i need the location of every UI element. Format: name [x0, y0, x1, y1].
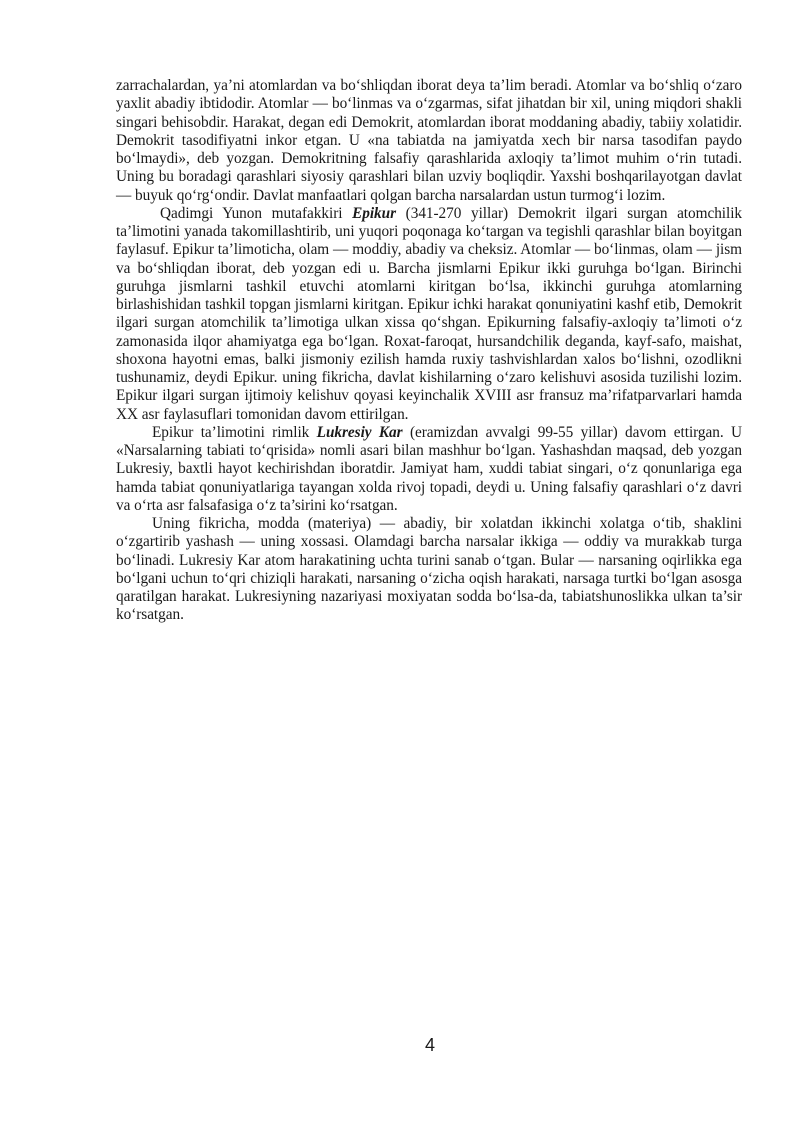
- paragraph-3: [116, 424, 742, 515]
- body-text: [116, 77, 742, 625]
- philosopher-name-lukresiy-kar: Lukresiy Kar: [316, 423, 403, 441]
- paragraph-1: [116, 77, 742, 205]
- paragraph-1-text: zarrachalardan, ya’ni atomlardan va bo‘shliqdan iborat deya ta’lim beradi. Atomlar va bo‘shliq o‘zaro yaxlit abadiy ibtidodir. Atomlar — bo‘linmas va o‘zgarmas, sifat jihatdan bir xil, uning miqdori shakli singari behisobdir. Harakat, degan edi Demokrit, atomlardan iborat moddaning abadiy, tabiiy xolatidir. Demokrit tasodifiyatni inkor etgan. U «na tabiatda na jamiyatda xech bir narsa tasodifan paydo bo‘lmaydi», deb yozgan. Demokritning falsafiy qarashlarida axloqiy ta’limot muhim o‘rin tutadi. Uning bu boradagi qarashlari siyosiy qarashlari bilan uzviy boqliqdir. Yaxshi boshqarilayotgan davlat — buyuk qo‘rg‘ondir. Davlat manfaatlari qolgan barcha narsalardan ustun turmog‘i lozim.: [116, 77, 742, 204]
- paragraph-2-text-a: Qadimgi Yunon mutafakkiri: [160, 204, 353, 222]
- page-number: 4: [424, 1035, 435, 1055]
- paragraph-4-text: Uning fikricha, modda (materiya) — abadiy, bir xolatdan ikkinchi xolatga o‘tib, shaklini o‘zgartirib yashash — uning xossasi. Olamdagi barcha narsalar ikkiga — oddiy va murakkab turga bo‘linadi. Lukresiy Kar atom harakatining uchta turini sanab o‘tgan. Bular — narsaning oqirlikka ega bo‘lgani uchun to‘qri chiziqli harakati, narsaning o‘zicha oqish harakati, narsaga turtki bo‘lgan asosga qaratilgan harakat. Lukresiyning nazariyasi moxiyatan sodda bo‘lsa-da, tabiatshunoslikka ulkan ta’sir ko‘rsatgan.: [116, 515, 742, 624]
- paragraph-4: [116, 515, 742, 625]
- paragraph-3-text-b: (eramizdan avvalgi 99-55 yillar) davom ettirgan. U «Narsalarning tabiati to‘qrisida» nomli asari bilan mashhur bo‘lgan. Yashashdan maqsad, deb yozgan Lukresiy, baxtli hayot kechirishdan iboratdir. Jamiyat ham, xuddi tabiat singari, o‘z qonunlariga ega hamda tabiat qonuniyatlariga tayangan xolda rivoj topadi, deydi u. Uning falsafiy qarashlari o‘z davri va o‘rta asr falsafasiga o‘z ta’sirini ko‘rsatgan.: [116, 423, 743, 514]
- paragraph-2: [116, 205, 742, 424]
- paragraph-2-text-b: (341-270 yillar) Demokrit ilgari surgan atomchilik ta’limotini yanada takomillashtirib, uni yuqori poqonaga ko‘targan va tegishli qarashlar bilan boyitgan faylasuf. Epikur ta’limoticha, olam — moddiy, abadiy va cheksiz. Atomlar — bo‘linmas, olam — jism va bo‘shliqdan iborat, deb yozgan edi u. Barcha jismlarni Epikur ikki guruhga bo‘lgan. Birinchi guruhga jismlarni tashkil etuvchi atomlarni kiritgan bo‘lsa, ikkinchi guruhga atomlarning birlashishidan tashkil topgan jismlarni kiritgan. Epikur ichki harakat qonuniyatini kashf etib, Demokrit ilgari surgan atomchilik ta’limotiga ulkan xissa qo‘shgan. Epikurning falsafiy-axloqiy ta’limoti o‘z zamonasida ilqor ahamiyatga ega bo‘lgan. Roxat-faroqat, hursandchilik deganda, kayf-safo, maishat, shoxona hayotni emas, balki jismoniy ezilish hamda ruxiy tashvishlardan xalos bo‘lishni, ozodlikni tushunamiz, deydi Epikur. uning fikricha, davlat kishilarning o‘zaro kelishuvi asosida tuzilishi lozim. Epikur ilgari surgan ijtimoiy kelishuv qoyasi keyinchalik XVIII asr fransuz ma’rifatparvarlari hamda XX asr faylasuflari tomonidan davom ettirilgan.: [116, 204, 742, 423]
- paragraph-3-text-a: Epikur ta’limotini rimlik: [152, 423, 317, 441]
- philosopher-name-epikur: Epikur: [352, 204, 397, 222]
